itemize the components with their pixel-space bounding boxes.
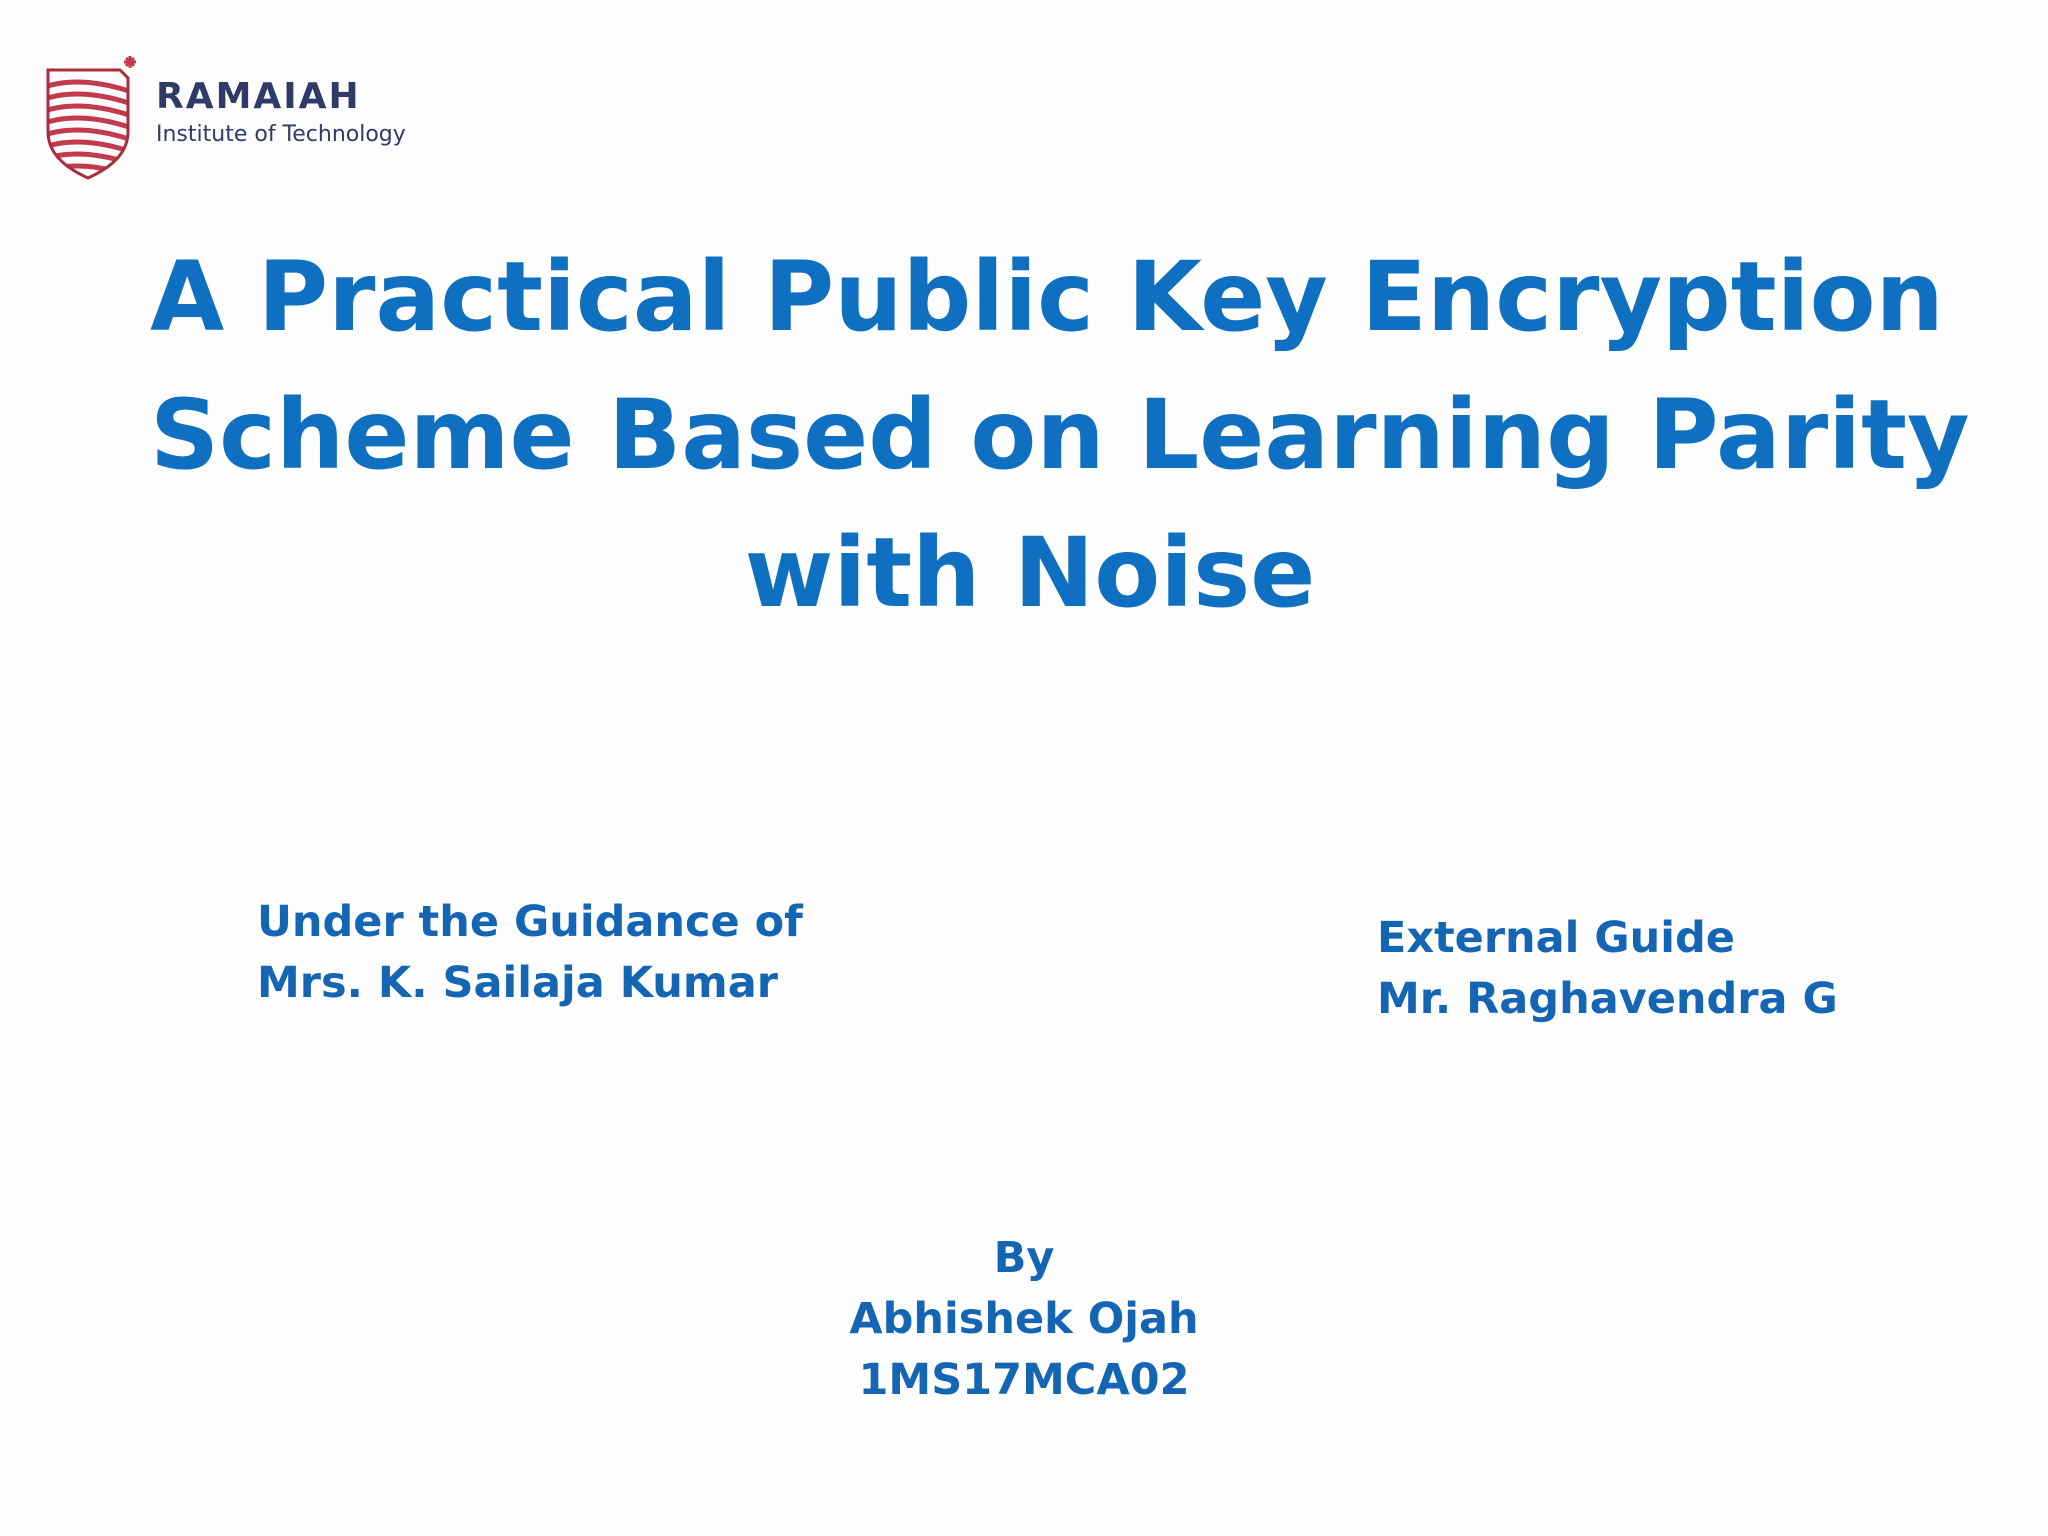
internal-guide-heading: Under the Guidance of xyxy=(257,897,803,947)
external-guide-name: Mr. Raghavendra G xyxy=(1377,974,1838,1024)
internal-guide xyxy=(257,892,803,1014)
ramaiah-shield-logo-icon xyxy=(42,52,142,182)
external-guide xyxy=(1377,908,1838,1030)
author-by: By xyxy=(993,1233,1055,1283)
institute-logo xyxy=(42,52,406,182)
author-usn: 1MS17MCA02 xyxy=(858,1355,1190,1405)
slide-title xyxy=(150,228,1970,642)
internal-guide-name: Mrs. K. Sailaja Kumar xyxy=(257,958,778,1008)
title-line: Scheme Based on Learning Parity xyxy=(150,379,1970,491)
logo-name: RAMAIAH xyxy=(156,76,361,117)
external-guide-heading: External Guide xyxy=(1377,913,1735,963)
author-block xyxy=(724,1228,1324,1411)
logo-subtitle: Institute of Technology xyxy=(156,122,406,147)
author-name: Abhishek Ojah xyxy=(849,1294,1199,1344)
title-line: with Noise xyxy=(744,517,1316,629)
logo-text xyxy=(156,77,406,149)
title-line: A Practical Public Key Encryption xyxy=(150,241,1944,353)
